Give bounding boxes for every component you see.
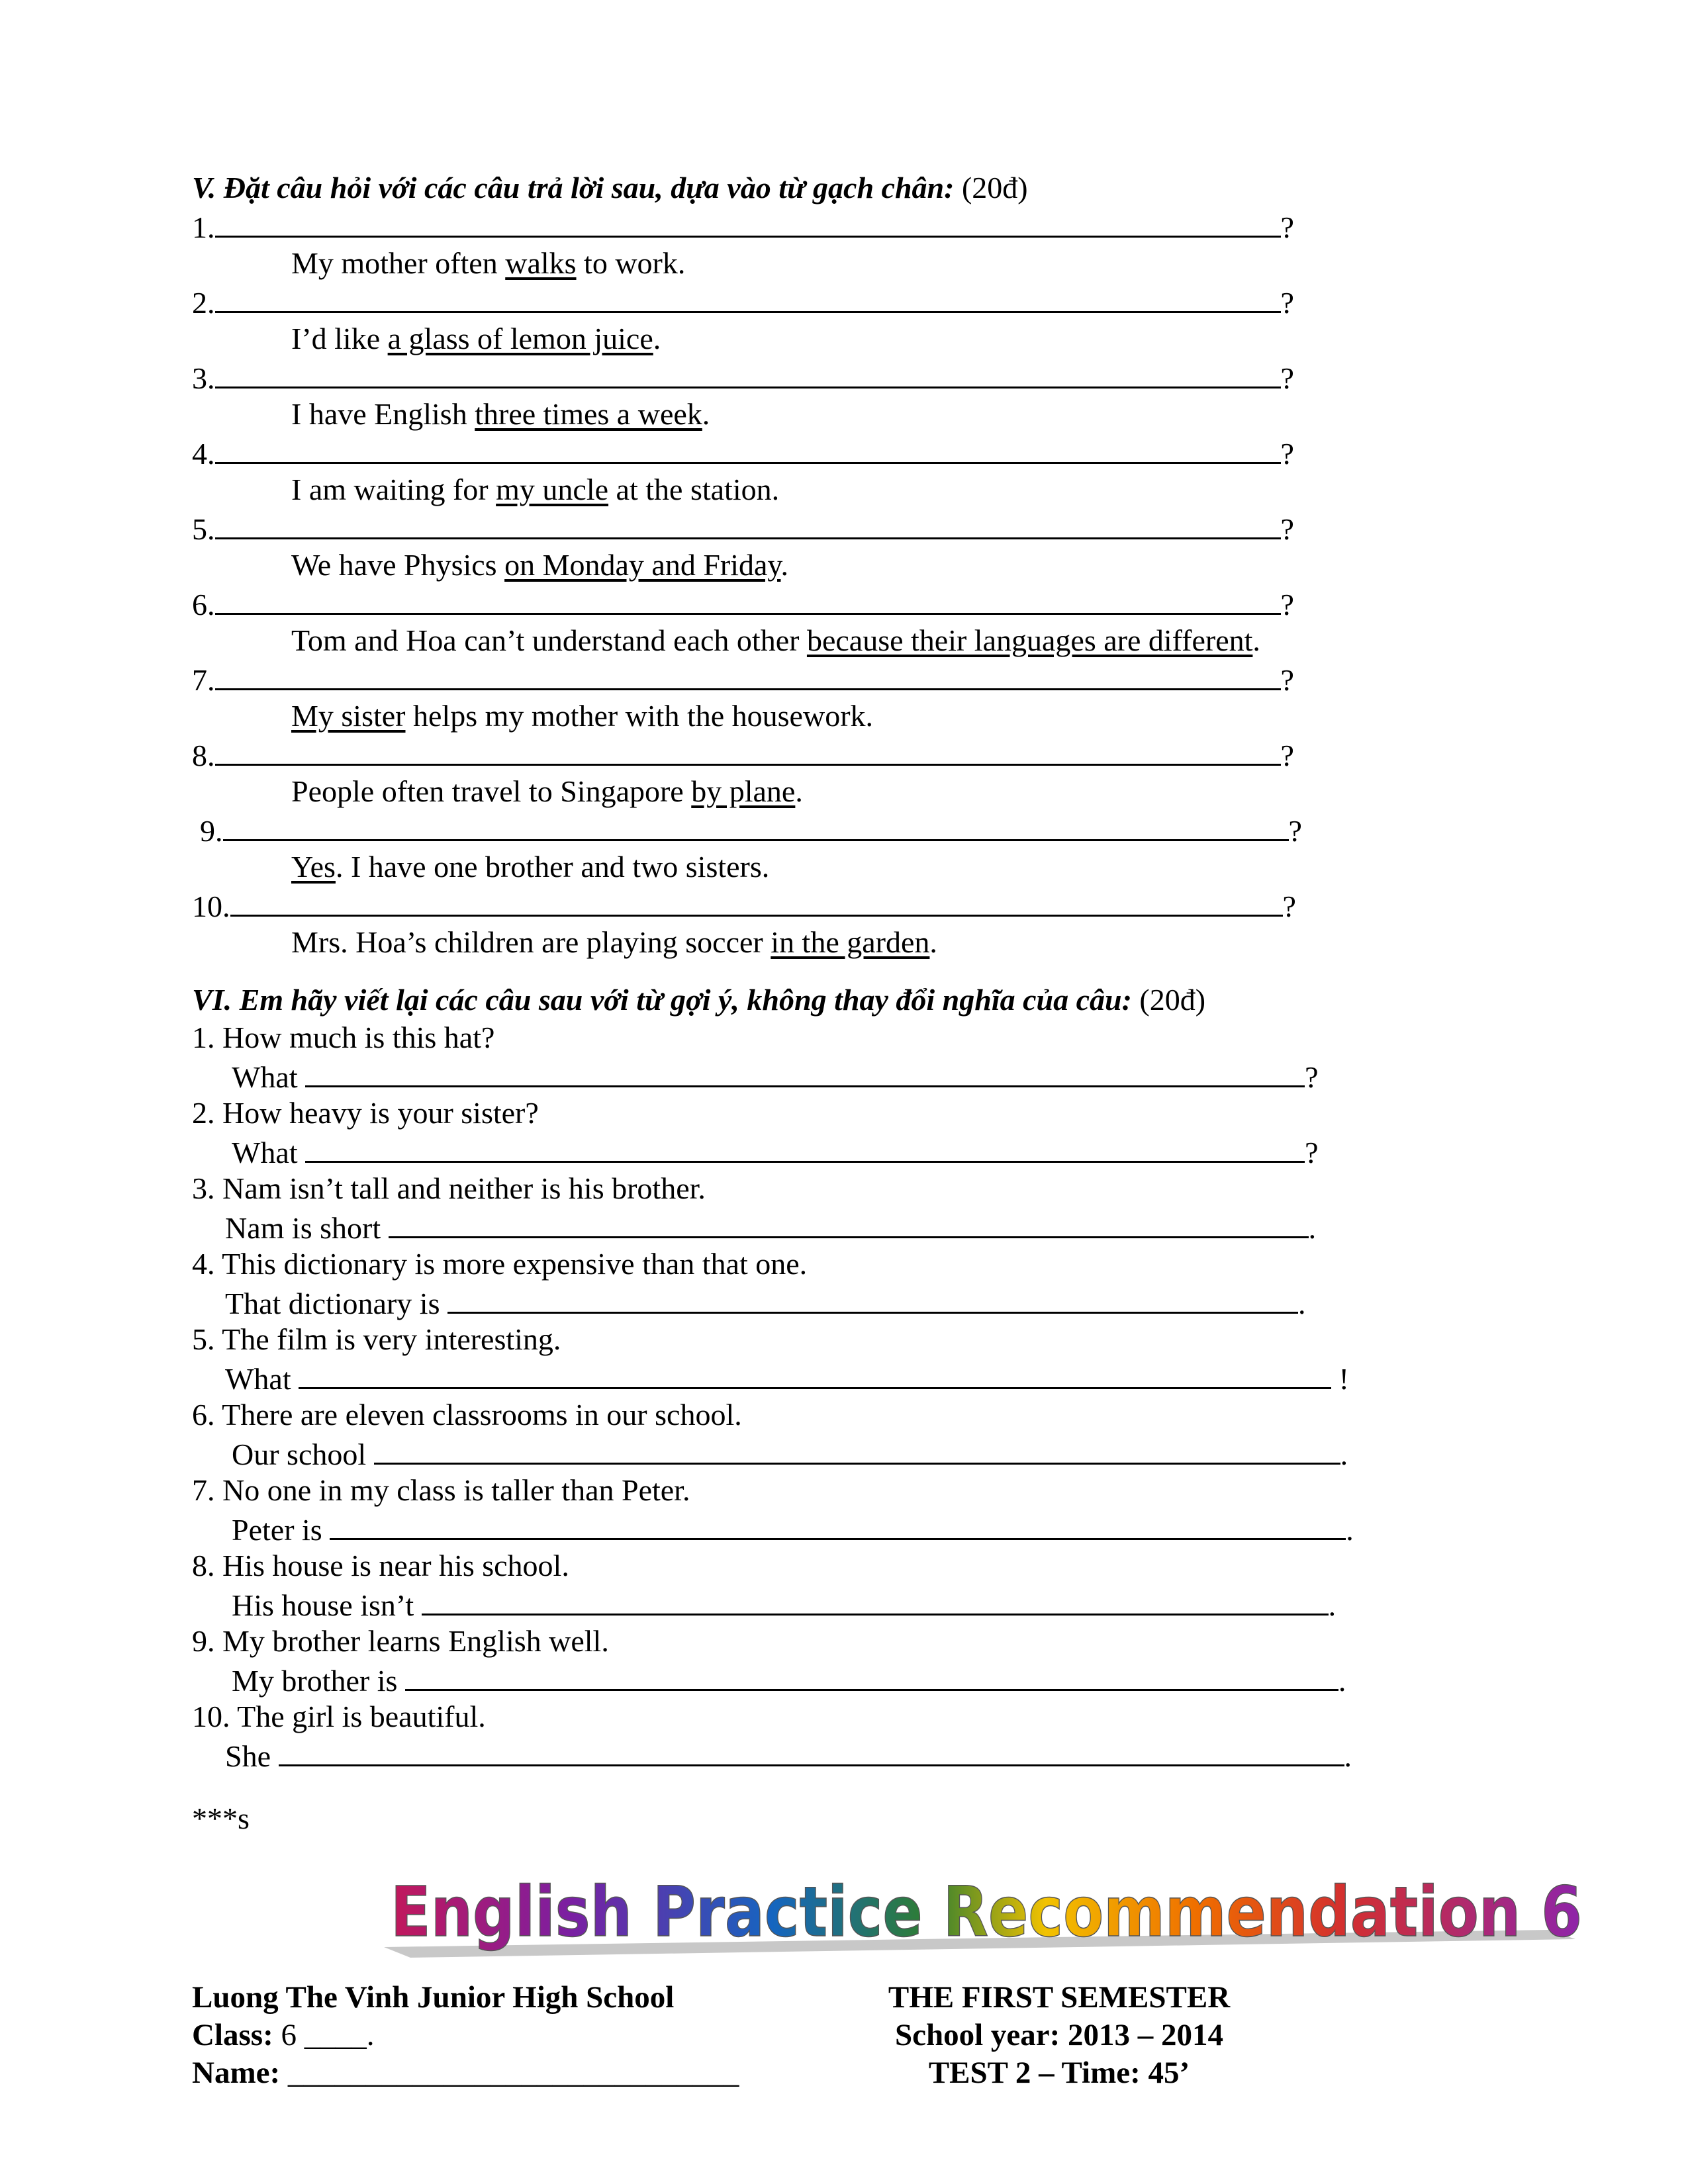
question-mark: ? [1288,814,1302,848]
answer-blank[interactable] [223,810,1289,841]
given-answer [192,772,1417,810]
answer-blank[interactable] [215,282,1281,313]
answer-blank[interactable] [215,433,1281,464]
section5-item [192,810,1417,886]
question-mark: ? [1280,512,1294,546]
banner-logo [384,1873,1589,1972]
underlined-word: my uncle [496,473,609,506]
section5-heading-text: V. Đặt câu hỏi với các câu trả lời sau, dựa vào từ gạch chân: [192,171,955,205]
end-mark: . [1344,1739,1352,1773]
given-answer [192,395,1417,433]
footer-right [834,1979,1284,2092]
end-mark: . [1346,1513,1354,1547]
answer-text: I’d like [291,322,388,355]
original-sentence: 5. The film is very interesting. [192,1322,561,1356]
answer-text: . [1252,623,1260,657]
section6-heading-text: VI. Em hãy viết lại các câu sau với từ gợi ý, không thay đổi nghĩa của câu: [192,983,1132,1017]
answer-blank[interactable] [215,508,1281,539]
section5-item [192,735,1417,810]
answer-text: helps my mother with the housework. [405,699,874,733]
underlined-word: in the garden [771,925,930,959]
section5-item [192,357,1417,433]
answer-text: I am waiting for [291,473,496,506]
question-mark: ? [1280,210,1294,244]
spacer [192,961,1417,981]
footer-left [192,1979,739,2092]
name-label: Name: [192,2056,281,2090]
answer-blank[interactable] [215,735,1281,766]
test-info: TEST 2 – Time: 45’ [928,2056,1190,2090]
rewrite-blank[interactable] [422,1584,1329,1615]
given-answer [192,848,1417,886]
original-sentence: 10. The girl is beautiful. [192,1700,486,1733]
original-sentence: 8. His house is near his school. [192,1549,569,1582]
item-number: 6. [192,588,215,621]
given-answer [192,244,1417,282]
underlined-word: Yes [291,850,336,884]
question-mark: ? [1280,663,1294,697]
given-answer [192,546,1417,584]
end-mark: . [1308,1211,1317,1245]
end-mark: ! [1331,1362,1349,1396]
class-label: Class: [192,2018,273,2052]
school-name: Luong The Vinh Junior High School [192,1980,675,2015]
section5-item [192,433,1417,508]
section6-list [192,1019,1417,1773]
given-answer [192,320,1417,357]
section6-points: (20đ) [1139,983,1206,1017]
rewrite-blank[interactable] [405,1660,1338,1691]
underlined-word: because their languages are different [806,623,1253,657]
answer-blank[interactable] [215,206,1281,238]
section6-item [192,1547,1417,1622]
section6-item [192,1320,1417,1396]
semester-label: THE FIRST SEMESTER [888,1980,1231,2015]
prompt-start: What [232,1136,298,1169]
rewrite-blank[interactable] [279,1735,1344,1766]
worksheet-body [192,169,1417,1837]
original-sentence: 4. This dictionary is more expensive than that one. [192,1247,808,1281]
end-mark: ? [1305,1060,1319,1094]
section5-item [192,282,1417,357]
underlined-word: three times a week [475,397,702,431]
original-sentence: 1. How much is this hat? [192,1021,495,1054]
rewrite-blank[interactable] [330,1509,1346,1540]
section6-heading [192,981,1417,1019]
rewrite-blank[interactable] [305,1056,1305,1087]
item-number: 2. [192,286,215,320]
answer-blank[interactable] [215,659,1281,690]
prompt-start: What [232,1060,298,1094]
end-stars: ***s [192,1801,250,1835]
rewrite-blank[interactable] [374,1433,1340,1465]
underlined-word: My sister [291,699,406,733]
section6-item [192,1245,1417,1320]
original-sentence: 7. No one in my class is taller than Peter. [192,1473,690,1507]
question-mark: ? [1280,286,1294,320]
answer-text: at the station. [608,473,780,506]
answer-text: Mrs. Hoa’s children are playing soccer [291,925,771,959]
given-answer [192,923,1417,961]
section5-points: (20đ) [961,171,1028,205]
section5-item [192,659,1417,735]
item-number: 5. [192,512,215,546]
prompt-start: Peter is [232,1513,322,1547]
item-number: 3. [192,361,215,395]
end-mark: . [1328,1588,1336,1622]
item-number: 7. [192,663,215,697]
answer-text: Tom and Hoa can’t understand each other [291,623,807,657]
name-field[interactable]: _____________________________ [280,2056,739,2090]
answer-text: We have Physics [291,548,505,582]
answer-text: . [780,548,788,582]
answer-text: . I have one brother and two sisters. [335,850,770,884]
given-answer [192,697,1417,735]
answer-blank[interactable] [230,886,1283,917]
answer-text: . [702,397,710,431]
prompt-start: What [225,1362,291,1396]
prompt-start: His house isn’t [232,1588,414,1622]
end-mark: ? [1305,1136,1319,1169]
section6-item [192,1396,1417,1471]
section5-item [192,206,1417,282]
underlined-word: by plane [691,774,796,808]
original-sentence: 3. Nam isn’t tall and neither is his brother. [192,1171,706,1205]
answer-text: My mother often [291,246,506,280]
prompt-start: My brother is [232,1664,398,1698]
end-mark: . [1340,1437,1348,1471]
given-answer [192,471,1417,508]
section6-item [192,1019,1417,1094]
answer-text: . [929,925,937,959]
item-number: 9. [200,814,223,848]
section6-item [192,1094,1417,1169]
given-answer [192,621,1417,659]
answer-text: to work. [576,246,686,280]
rewrite-blank[interactable] [305,1132,1305,1163]
rewrite-blank[interactable] [299,1358,1331,1389]
section5-item [192,584,1417,659]
section5-list [192,206,1417,961]
section5-item [192,886,1417,961]
prompt-start: Nam is short [225,1211,381,1245]
question-mark: ? [1280,588,1294,621]
end-mark: . [1297,1287,1306,1320]
section6-item [192,1698,1417,1773]
prompt-start: Our school [232,1437,367,1471]
answer-blank[interactable] [215,357,1281,388]
rewrite-blank[interactable] [389,1207,1309,1238]
section5-heading [192,169,1417,206]
item-number: 1. [192,210,215,244]
end-mark: . [1338,1664,1346,1698]
answer-text: . [795,774,803,808]
section6-item [192,1622,1417,1698]
question-mark: ? [1280,361,1294,395]
underlined-word: a glass of lemon juice [387,322,653,355]
item-number: 8. [192,739,215,772]
item-number: 4. [192,437,215,471]
prompt-start: That dictionary is [225,1287,440,1320]
original-sentence: 2. How heavy is your sister? [192,1096,539,1130]
answer-text: I have English [291,397,475,431]
answer-text: . [653,322,661,355]
original-sentence: 9. My brother learns English well. [192,1624,609,1658]
answer-blank[interactable] [215,584,1281,615]
section6-item [192,1471,1417,1547]
class-field[interactable]: 6 ____. [273,2018,375,2052]
banner-text: English Practice Recommendation 6 [391,1872,1582,1952]
section5-item [192,508,1417,584]
section6-item [192,1169,1417,1245]
question-mark: ? [1280,437,1294,471]
underlined-word: walks [505,246,577,280]
question-mark: ? [1280,739,1294,772]
underlined-word: on Monday and Friday [504,548,781,582]
prompt-start: She [225,1739,271,1773]
school-year: School year: 2013 – 2014 [894,2018,1224,2052]
question-mark: ? [1282,889,1296,923]
original-sentence: 6. There are eleven classrooms in our school. [192,1398,742,1432]
answer-text: People often travel to Singapore [291,774,692,808]
item-number: 10. [192,889,230,923]
rewrite-blank[interactable] [447,1283,1298,1314]
